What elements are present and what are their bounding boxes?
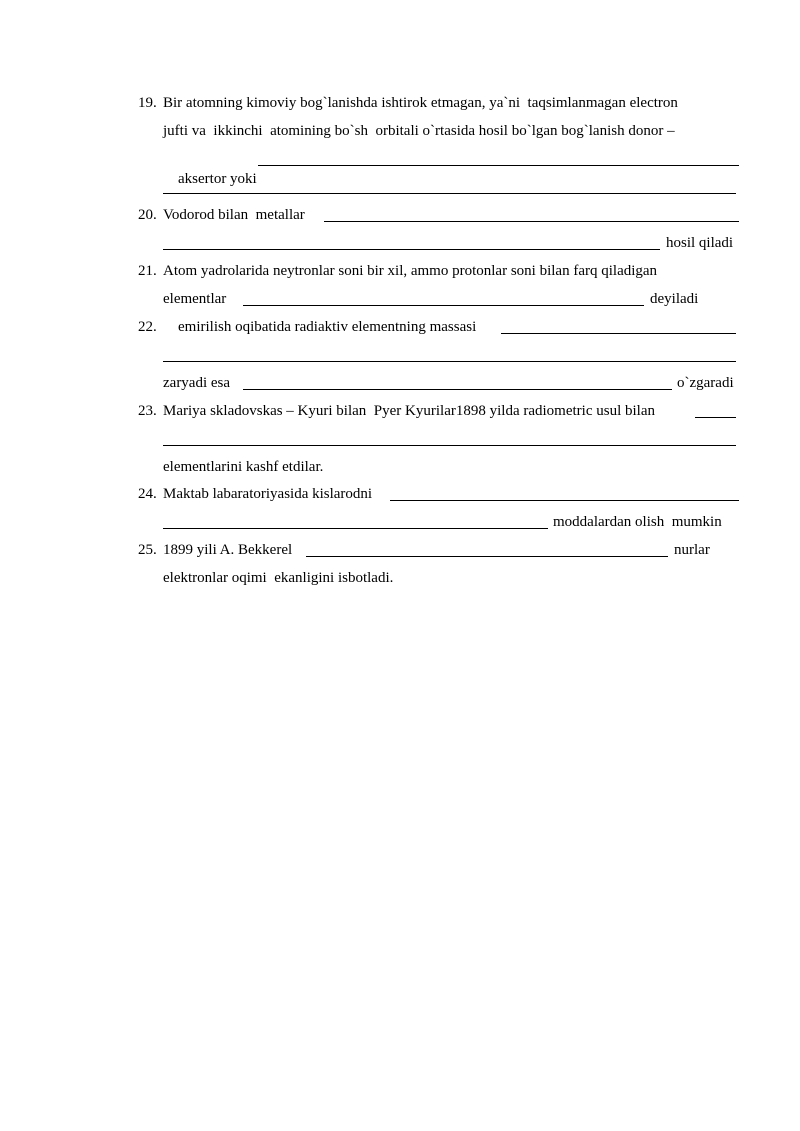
q22-answer-blank-2[interactable]	[163, 347, 736, 362]
q24-line-1: Maktab labaratoriyasida kislarodni	[163, 486, 373, 502]
q22-number: 22.	[138, 319, 157, 335]
q19-answer-blank-2[interactable]	[163, 179, 736, 194]
q23-line-1: Mariya skladovskas – Kyuri bilan Pyer Kyurilar1898 yilda radiometric usul bilan	[163, 403, 655, 419]
q20-line-1: Vodorod bilan metallar	[163, 207, 305, 223]
q25-answer-blank[interactable]	[306, 542, 668, 557]
q21-line-1: Atom yadrolarida neytronlar soni bir xil, ammo protonlar soni bilan farq qiladigan	[163, 263, 658, 279]
q23-answer-blank-1[interactable]	[695, 403, 736, 418]
q20-answer-blank-2[interactable]	[163, 235, 660, 250]
q25-line-2: elektronlar oqimi ekanligini isbotladi.	[163, 570, 394, 586]
q22-answer-blank-3[interactable]	[243, 375, 672, 390]
q19-number: 19.	[138, 95, 157, 111]
q23-number: 23.	[138, 403, 157, 419]
q21-line-2: elementlar	[163, 291, 227, 307]
q22-line-3-suffix: o`zgaradi	[677, 375, 734, 391]
q24-answer-blank-1[interactable]	[390, 486, 739, 501]
q19-line-1: Bir atomning kimoviy bog`lanishda ishtirok etmagan, ya`ni taqsimlanmagan electron	[163, 95, 678, 111]
q25-line-1-suffix: nurlar	[674, 542, 710, 558]
q22-line-3: zaryadi esa	[163, 375, 231, 391]
q20-answer-blank-1[interactable]	[324, 207, 739, 222]
q22-answer-blank-1[interactable]	[501, 319, 736, 334]
q20-line-2-suffix: hosil qiladi	[666, 235, 734, 251]
q25-number: 25.	[138, 542, 157, 558]
q24-answer-blank-2[interactable]	[163, 514, 548, 529]
q19-line-3-text: aksertor yoki	[178, 171, 257, 187]
q23-answer-blank-2[interactable]	[163, 431, 736, 446]
q19-answer-blank-1[interactable]	[258, 151, 739, 166]
q21-number: 21.	[138, 263, 157, 279]
q24-number: 24.	[138, 486, 157, 502]
q20-number: 20.	[138, 207, 157, 223]
q23-line-3: elementlarini kashf etdilar.	[163, 459, 324, 475]
q19-line-2: jufti va ikkinchi atomining bo`sh orbitali o`rtasida hosil bo`lgan bog`lanish donor –	[163, 123, 675, 139]
q21-line-2-suffix: deyiladi	[650, 291, 699, 307]
q24-line-2-suffix: moddalardan olish mumkin	[553, 514, 722, 530]
q22-line-1: emirilish oqibatida radiaktiv elementning massasi	[178, 319, 477, 335]
q21-answer-blank[interactable]	[243, 291, 644, 306]
q25-line-1: 1899 yili A. Bekkerel	[163, 542, 293, 558]
